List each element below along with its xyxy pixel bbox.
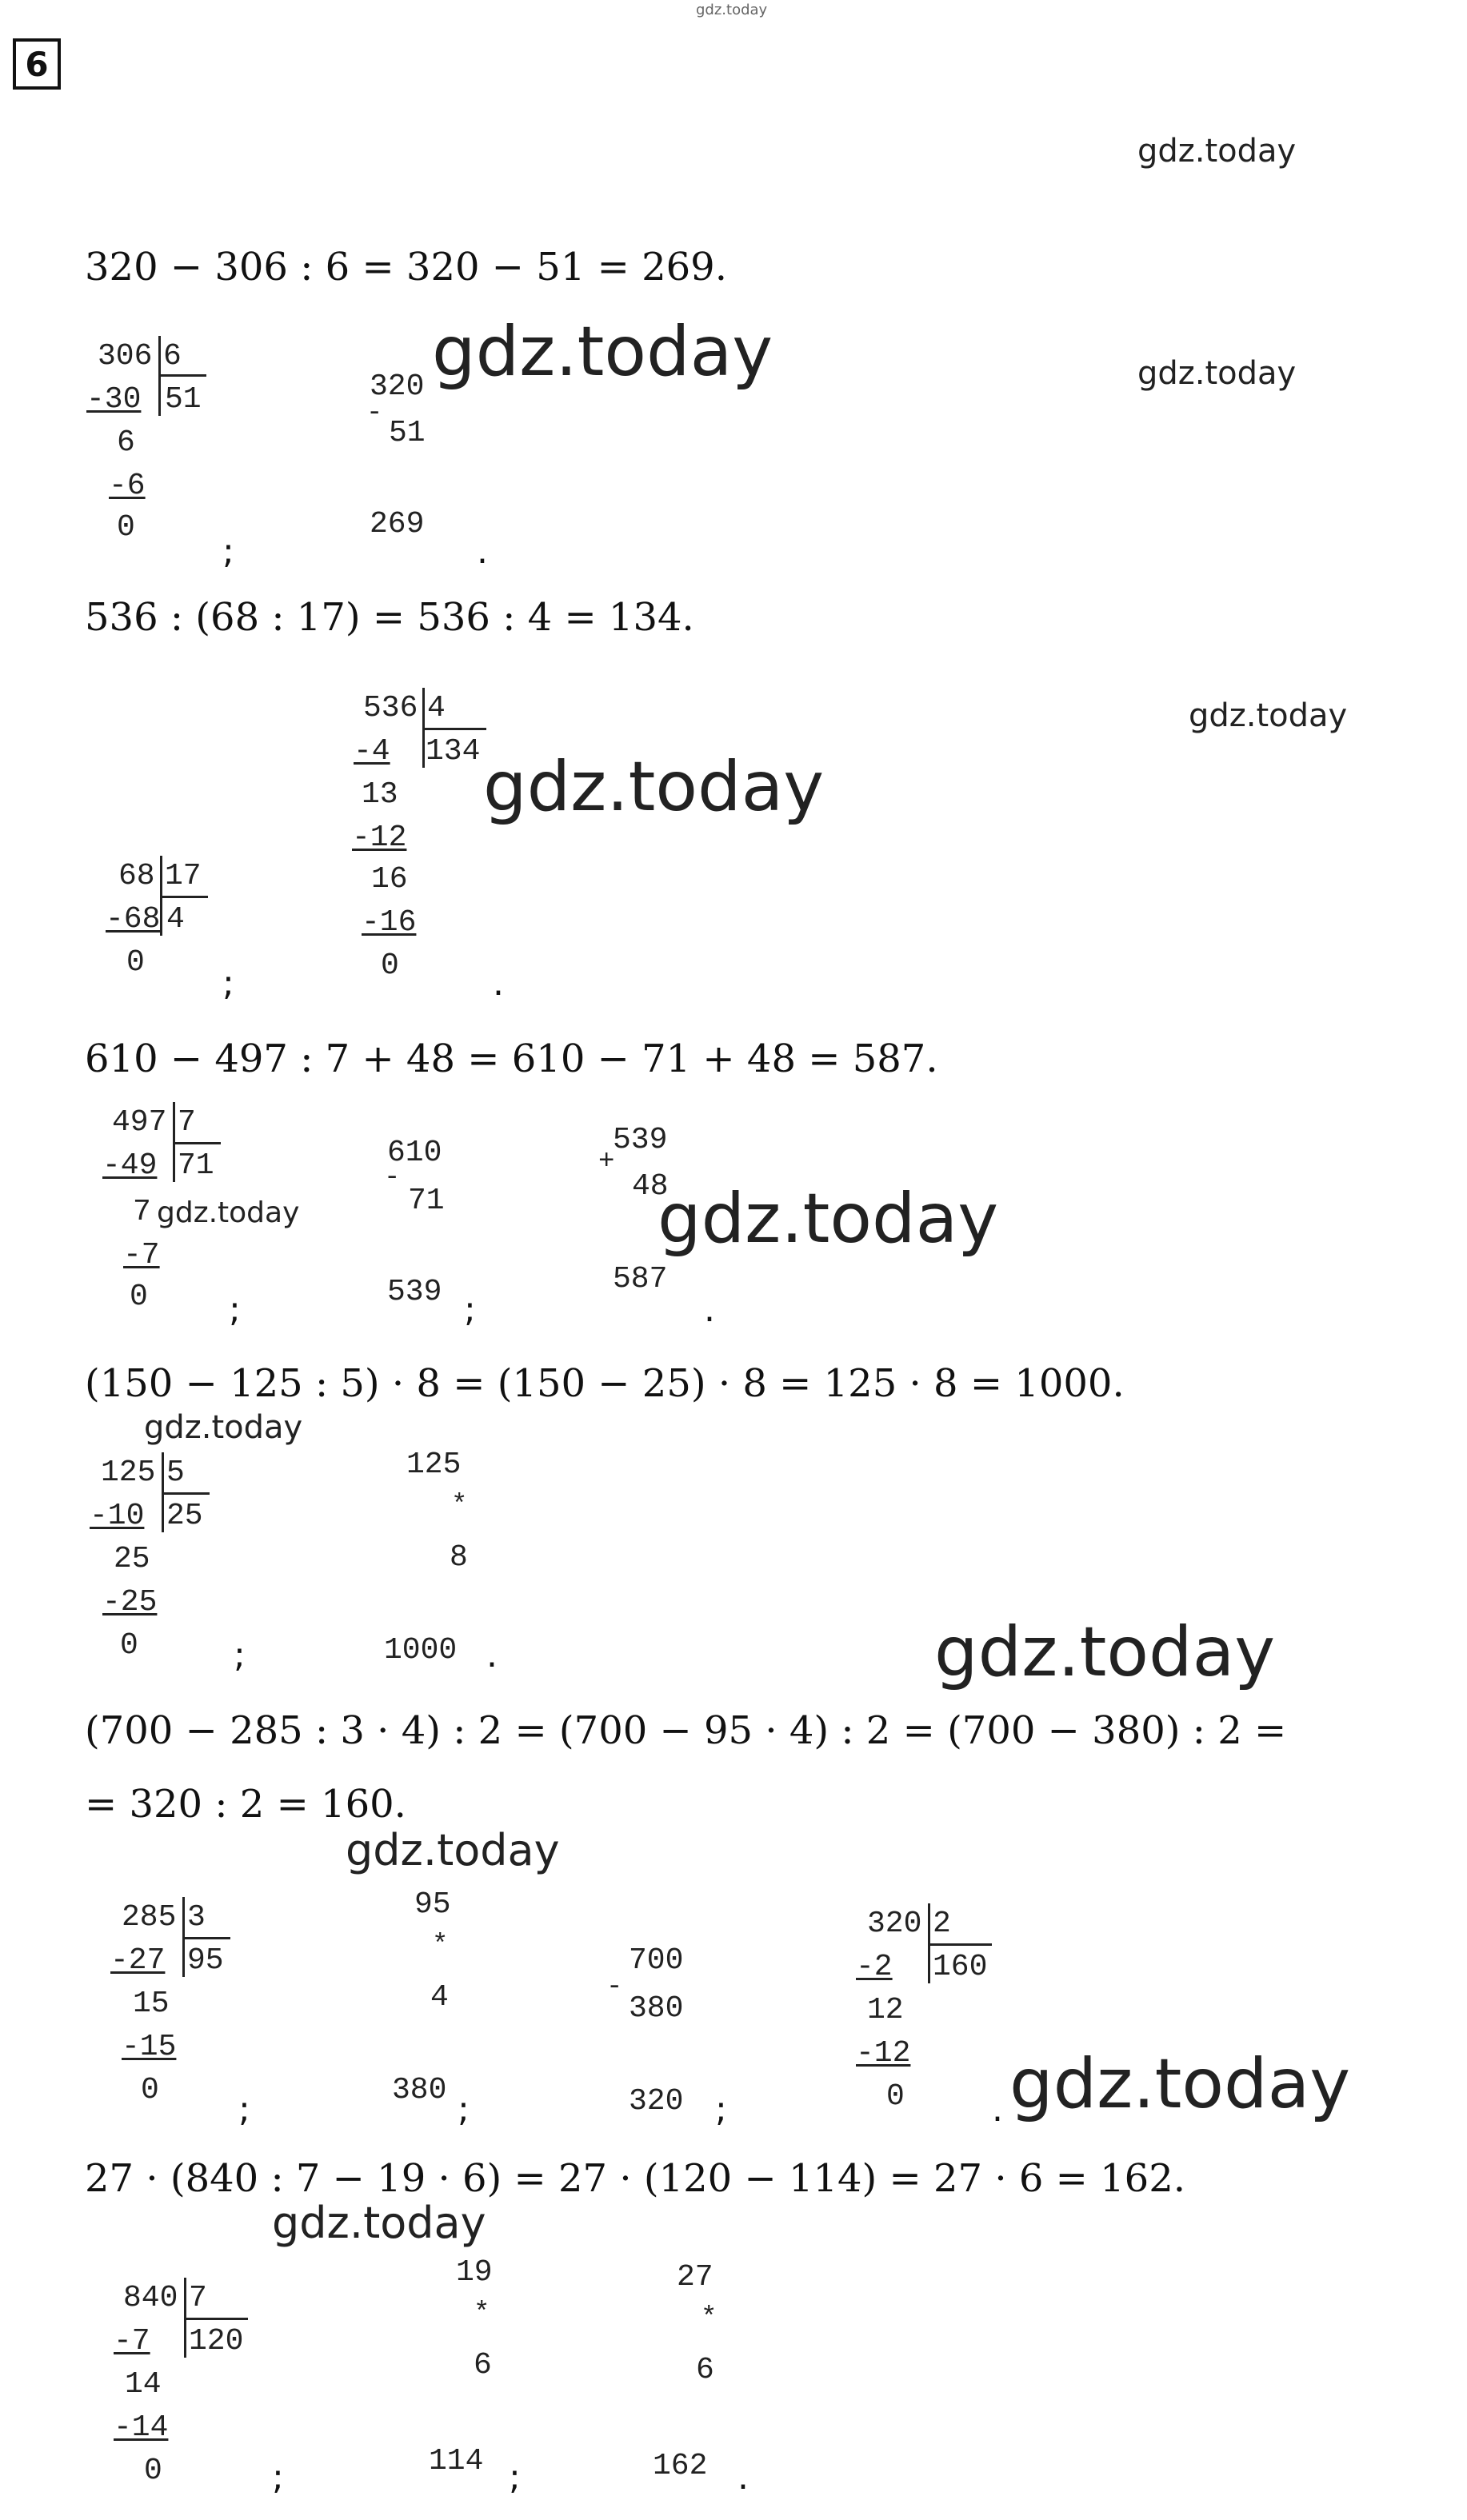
separator-dot: . bbox=[477, 531, 488, 572]
remainder: 12 bbox=[867, 1993, 904, 2027]
divisor: 2 bbox=[933, 1907, 951, 1941]
column-top: 125 bbox=[406, 1448, 462, 1482]
column-bottom: 6 bbox=[474, 2348, 492, 2382]
equation-line: 610 − 497 : 7 + 48 = 610 − 71 + 48 = 587. bbox=[85, 1036, 938, 1081]
multiply-sign: * bbox=[701, 2303, 718, 2334]
column-result: 1000 bbox=[384, 1633, 458, 1667]
remainder: 0 bbox=[126, 945, 145, 980]
quotient: 120 bbox=[189, 2324, 244, 2358]
separator-semicolon: ; bbox=[222, 531, 234, 572]
remainder: 0 bbox=[120, 1628, 138, 1663]
dividend: 125 bbox=[101, 1456, 156, 1490]
subtrahend: -30 bbox=[86, 382, 142, 417]
watermark: gdz.today bbox=[1189, 697, 1348, 734]
remainder: 13 bbox=[362, 777, 398, 812]
equation-line: 320 − 306 : 6 = 320 − 51 = 269. bbox=[85, 245, 727, 290]
separator-semicolon: ; bbox=[222, 963, 234, 1004]
divisor: 5 bbox=[166, 1456, 185, 1490]
column-top: 700 bbox=[629, 1943, 684, 1978]
column-bottom: 380 bbox=[629, 1991, 684, 2026]
separator-dot: . bbox=[992, 2089, 1003, 2130]
subtrahend: -14 bbox=[114, 2410, 169, 2445]
column-result: 320 bbox=[629, 2084, 684, 2119]
separator-dot: . bbox=[737, 2457, 749, 2498]
column-top: 19 bbox=[456, 2255, 493, 2290]
divisor: 3 bbox=[187, 1900, 206, 1935]
subtrahend: -10 bbox=[90, 1499, 145, 1533]
divisor-line bbox=[422, 728, 486, 730]
column-top: 95 bbox=[414, 1887, 451, 1922]
subtrahend: -12 bbox=[856, 2036, 911, 2071]
dividend: 497 bbox=[112, 1105, 167, 1140]
divisor-line bbox=[182, 1937, 230, 1939]
plus-sign: + bbox=[598, 1147, 615, 1177]
watermark-large: gdz.today bbox=[432, 312, 773, 392]
watermark: gdz.today bbox=[144, 1409, 303, 1446]
remainder: 15 bbox=[133, 1987, 170, 2021]
subtrahend: -27 bbox=[110, 1943, 166, 1978]
quotient: 71 bbox=[178, 1148, 214, 1183]
dividend: 306 bbox=[98, 339, 153, 373]
divisor-line bbox=[162, 1492, 210, 1495]
remainder: 0 bbox=[886, 2079, 905, 2114]
subtrahend: -2 bbox=[856, 1950, 893, 1984]
subtrahend: -7 bbox=[114, 2324, 150, 2358]
minus-sign: - bbox=[366, 398, 383, 429]
dividend: 840 bbox=[123, 2281, 178, 2315]
watermark-large: gdz.today bbox=[1009, 2044, 1351, 2124]
separator-semicolon: ; bbox=[272, 2457, 284, 2498]
multiply-sign: * bbox=[432, 1931, 449, 1961]
divisor-line bbox=[160, 896, 208, 898]
column-result: 114 bbox=[429, 2444, 484, 2478]
quotient: 25 bbox=[166, 1499, 203, 1533]
equation-line: 536 : (68 : 17) = 536 : 4 = 134. bbox=[85, 595, 694, 640]
watermark-top: gdz.today bbox=[696, 2, 768, 18]
subtrahend: -7 bbox=[123, 1238, 160, 1272]
subtrahend: -25 bbox=[102, 1585, 158, 1619]
column-top: 610 bbox=[387, 1136, 442, 1170]
column-bottom: 71 bbox=[408, 1184, 445, 1218]
divisor: 7 bbox=[178, 1105, 196, 1140]
quotient: 134 bbox=[426, 734, 481, 769]
column-top: 539 bbox=[613, 1123, 668, 1157]
subtrahend: -12 bbox=[352, 821, 407, 855]
subtrahend: -16 bbox=[362, 905, 417, 940]
separator-semicolon: ; bbox=[715, 2089, 727, 2130]
divisor-line bbox=[928, 1943, 992, 1946]
task-number-box: 6 bbox=[13, 38, 61, 90]
separator-semicolon: ; bbox=[509, 2457, 521, 2498]
divisor: 17 bbox=[165, 859, 202, 893]
remainder: 25 bbox=[114, 1542, 150, 1576]
equation-line: (700 − 285 : 3 · 4) : 2 = (700 − 95 · 4) : 2 = (700 − 380) : 2 = bbox=[85, 1708, 1287, 1753]
column-bottom: 4 bbox=[430, 1980, 449, 2015]
column-bottom: 48 bbox=[632, 1169, 669, 1204]
column-result: 587 bbox=[613, 1262, 668, 1296]
equation-line: (150 − 125 : 5) · 8 = (150 − 25) · 8 = 125 · 8 = 1000. bbox=[85, 1361, 1125, 1406]
watermark: gdz.today bbox=[1137, 133, 1297, 170]
remainder: 0 bbox=[144, 2454, 162, 2488]
remainder: 14 bbox=[125, 2367, 162, 2402]
separator-semicolon: ; bbox=[229, 1289, 241, 1330]
divisor: 7 bbox=[189, 2281, 207, 2315]
watermark-large: gdz.today bbox=[658, 1179, 999, 1259]
quotient: 160 bbox=[933, 1950, 988, 1984]
watermark-large: gdz.today bbox=[934, 1612, 1276, 1692]
column-result: 380 bbox=[392, 2073, 447, 2107]
column-result: 269 bbox=[370, 507, 425, 541]
separator-semicolon: ; bbox=[238, 2089, 250, 2130]
separator-dot: . bbox=[493, 963, 504, 1004]
minus-sign: - bbox=[606, 1972, 623, 2003]
separator-dot: . bbox=[486, 1635, 498, 1675]
column-bottom: 6 bbox=[696, 2353, 714, 2387]
column-bottom: 8 bbox=[450, 1540, 468, 1575]
column-result: 162 bbox=[653, 2449, 708, 2483]
divisor-line bbox=[184, 2318, 248, 2320]
watermark-large: gdz.today bbox=[483, 747, 825, 827]
separator-dot: . bbox=[704, 1289, 715, 1330]
dividend: 320 bbox=[867, 1907, 922, 1941]
dividend: 536 bbox=[363, 691, 418, 725]
remainder: 0 bbox=[117, 510, 135, 545]
dividend: 285 bbox=[122, 1900, 177, 1935]
separator-semicolon: ; bbox=[464, 1289, 476, 1330]
minus-sign: - bbox=[384, 1163, 401, 1193]
subtrahend: -68 bbox=[106, 902, 161, 937]
remainder: 0 bbox=[381, 948, 399, 983]
watermark: gdz.today bbox=[272, 2198, 486, 2248]
watermark: gdz.today bbox=[157, 1196, 300, 1229]
equation-line: 27 · (840 : 7 − 19 · 6) = 27 · (120 − 114) = 27 · 6 = 162. bbox=[85, 2156, 1186, 2201]
column-bottom: 51 bbox=[389, 416, 426, 450]
subtrahend: -49 bbox=[102, 1148, 158, 1183]
subtrahend: -6 bbox=[109, 469, 146, 503]
remainder: 16 bbox=[371, 862, 408, 897]
equation-line: = 320 : 2 = 160. bbox=[85, 1782, 406, 1827]
column-result: 539 bbox=[387, 1275, 442, 1309]
remainder: 0 bbox=[130, 1280, 148, 1314]
multiply-sign: * bbox=[474, 2298, 490, 2329]
subtrahend: -15 bbox=[122, 2030, 177, 2064]
divisor-line bbox=[173, 1142, 221, 1144]
divisor-line bbox=[158, 374, 206, 377]
remainder: 7 bbox=[133, 1195, 151, 1229]
separator-semicolon: ; bbox=[234, 1635, 246, 1675]
divisor: 6 bbox=[163, 339, 182, 373]
divisor: 4 bbox=[427, 691, 446, 725]
remainder: 0 bbox=[141, 2073, 159, 2107]
watermark: gdz.today bbox=[1137, 355, 1297, 392]
quotient: 4 bbox=[166, 902, 185, 937]
remainder: 6 bbox=[117, 425, 135, 460]
dividend: 68 bbox=[118, 859, 155, 893]
separator-semicolon: ; bbox=[458, 2089, 470, 2130]
quotient: 95 bbox=[187, 1943, 224, 1978]
quotient: 51 bbox=[165, 382, 202, 417]
multiply-sign: * bbox=[451, 1491, 468, 1521]
column-top: 320 bbox=[370, 369, 425, 404]
watermark: gdz.today bbox=[346, 1825, 560, 1875]
subtrahend: -4 bbox=[354, 734, 390, 769]
column-top: 27 bbox=[677, 2260, 714, 2294]
